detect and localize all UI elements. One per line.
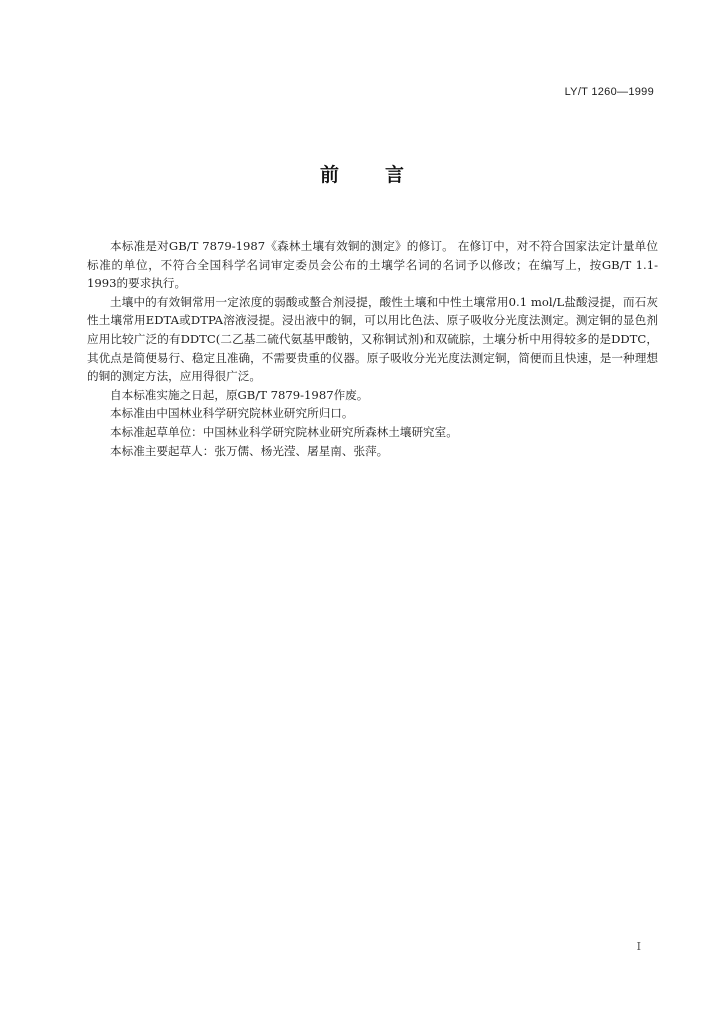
- standard-code: LY/T 1260—1999: [564, 86, 654, 98]
- page-title: [0, 160, 724, 187]
- paragraph-drafting-unit: 本标准起草单位：中国林业科学研究院林业研究所森林土壤研究室。: [110, 424, 458, 439]
- foreword-body: [87, 237, 658, 460]
- paragraph-methods: 土壤中的有效铜常用一定浓度的弱酸或螯合剂浸提，酸性土壤和中性土壤常用0.1 mol/L盐酸浸提，而石灰性土壤常用EDTA或DTPA溶液浸提。浸出液中的铜，可以用比色法、原子吸收分光度法测定。测定铜的显色剂应用比较广泛的有DDTC(二乙基二硫代氨基甲酸钠，又称铜试剂)和双硫腙，土壤分析中用得较多的是DDTC，其优点是简便易行、稳定且准确，不需要贵重的仪器。原子吸收分光光度法测定铜，简便而且快速，是一种理想的铜的测定方法，应用得很广泛。: [87, 294, 658, 384]
- page-title-char-1: 前: [319, 164, 339, 186]
- page-title-char-2: 言: [385, 164, 405, 186]
- paragraph-supersede: 自本标准实施之日起，原GB/T 7879-1987作废。: [110, 387, 369, 402]
- paragraph-drafters: 本标准主要起草人：张万儒、杨光滢、屠星南、张萍。: [110, 443, 389, 458]
- paragraph-administered: 本标准由中国林业科学研究院林业研究所归口。: [110, 406, 354, 421]
- page-number: I: [636, 940, 641, 953]
- paragraph-revision: 本标准是对GB/T 7879-1987《森林土壤有效铜的测定》的修订。 在修订中，对不符合国家法定计量单位标准的单位，不符合全国科学名词审定委员会公布的土壤学名词的名词予以修改；在编写上，按GB/T 1.1-1993的要求执行。: [87, 239, 658, 291]
